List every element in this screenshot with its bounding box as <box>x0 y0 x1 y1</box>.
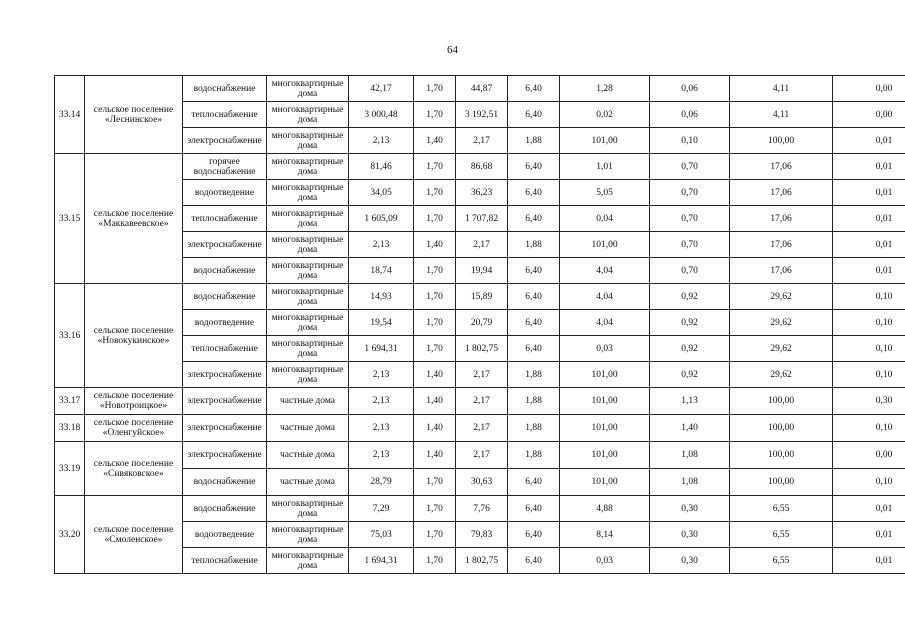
service-type-line: водоснабжение <box>193 291 256 302</box>
value-v8: 0,01 <box>833 548 905 574</box>
housing-category-line: многоквартирные <box>271 338 344 349</box>
value-v3: 2,17 <box>456 232 508 258</box>
value-v1: 7,29 <box>349 496 414 522</box>
value-v3: 44,87 <box>456 76 508 102</box>
service-type-line: теплоснабжение <box>191 343 258 354</box>
housing-category-line: дома <box>297 192 318 203</box>
value-v3: 3 192,51 <box>456 102 508 128</box>
housing-category-line: многоквартирные <box>271 208 344 219</box>
value-v1: 1 605,09 <box>349 206 414 232</box>
service-type <box>183 548 267 574</box>
value-v7: 29,62 <box>730 362 833 388</box>
value-v7: 4,11 <box>730 102 833 128</box>
value-v6: 0,70 <box>650 154 730 180</box>
value-v1: 2,13 <box>349 388 414 415</box>
value-v5: 0,03 <box>560 548 650 574</box>
settlement-name-line: «Сивяковское» <box>103 468 164 479</box>
table-row <box>55 154 905 180</box>
housing-category <box>267 232 349 258</box>
service-type <box>183 128 267 154</box>
service-type-line: электроснабжение <box>187 396 262 406</box>
settlement-name-line: «Оленгуйское» <box>102 428 165 438</box>
housing-category-line: многоквартирные <box>271 156 344 167</box>
value-v4: 6,40 <box>508 102 560 128</box>
value-v7: 6,55 <box>730 496 833 522</box>
service-type <box>183 232 267 258</box>
table-row <box>55 128 905 154</box>
value-v1: 14,93 <box>349 284 414 310</box>
settlement-name-line: сельское поселение <box>93 208 174 219</box>
housing-category-line: дома <box>297 348 318 359</box>
value-v5: 4,88 <box>560 496 650 522</box>
value-v2: 1,70 <box>414 206 456 232</box>
value-v5: 1,01 <box>560 154 650 180</box>
housing-category-line: дома <box>297 534 318 545</box>
service-type <box>183 154 267 180</box>
housing-category-line: дома <box>297 374 318 385</box>
service-type-line: водоотведение <box>194 317 255 328</box>
value-v2: 1,70 <box>414 522 456 548</box>
value-v3: 36,23 <box>456 180 508 206</box>
value-v4: 6,40 <box>508 469 560 496</box>
value-v7: 29,62 <box>730 310 833 336</box>
value-v4: 1,88 <box>508 232 560 258</box>
value-v8: 0,00 <box>833 102 905 128</box>
housing-category-line: дома <box>297 114 318 125</box>
value-v7: 17,06 <box>730 206 833 232</box>
service-type <box>183 469 267 496</box>
value-v8: 0,30 <box>833 388 905 415</box>
housing-category <box>267 496 349 522</box>
service-type-line: электроснабжение <box>187 369 262 380</box>
value-v1: 34,05 <box>349 180 414 206</box>
value-v3: 1 707,82 <box>456 206 508 232</box>
value-v5: 101,00 <box>560 415 650 442</box>
housing-category <box>267 258 349 284</box>
value-v2: 1,70 <box>414 310 456 336</box>
service-type <box>183 336 267 362</box>
value-v6: 0,30 <box>650 548 730 574</box>
value-v7: 17,06 <box>730 180 833 206</box>
service-type <box>183 442 267 469</box>
housing-category <box>267 548 349 574</box>
value-v8: 0,10 <box>833 336 905 362</box>
value-v2: 1,40 <box>414 442 456 469</box>
table-row <box>55 388 905 415</box>
value-v2: 1,70 <box>414 284 456 310</box>
row-code: 33.16 <box>55 284 85 388</box>
table-row <box>55 180 905 206</box>
value-v4: 6,40 <box>508 154 560 180</box>
housing-category <box>267 469 349 496</box>
value-v4: 6,40 <box>508 180 560 206</box>
value-v5: 5,05 <box>560 180 650 206</box>
value-v8: 0,01 <box>833 128 905 154</box>
value-v7: 29,62 <box>730 336 833 362</box>
value-v5: 101,00 <box>560 442 650 469</box>
value-v7: 100,00 <box>730 415 833 442</box>
settlement-name-line: «Маккавеевское» <box>98 218 169 229</box>
housing-category <box>267 415 349 442</box>
value-v7: 6,55 <box>730 548 833 574</box>
housing-category-line: частные дома <box>280 450 335 460</box>
service-type-line: теплоснабжение <box>191 213 258 224</box>
value-v5: 0,02 <box>560 102 650 128</box>
service-type-line: водоснабжение <box>193 503 256 514</box>
value-v1: 2,13 <box>349 232 414 258</box>
value-v5: 101,00 <box>560 469 650 496</box>
value-v8: 0,10 <box>833 415 905 442</box>
service-type <box>183 388 267 415</box>
housing-category-line: дома <box>297 166 318 177</box>
settlement-name-line: сельское поселение <box>93 325 174 336</box>
service-type <box>183 102 267 128</box>
service-type-line: электроснабжение <box>187 450 262 460</box>
table-row <box>55 496 905 522</box>
value-v8: 0,00 <box>833 442 905 469</box>
value-v8: 0,01 <box>833 496 905 522</box>
value-v1: 2,13 <box>349 415 414 442</box>
service-type-line: теплоснабжение <box>191 555 258 566</box>
value-v3: 20,79 <box>456 310 508 336</box>
service-type <box>183 258 267 284</box>
row-code: 33.20 <box>55 496 85 574</box>
service-type <box>183 284 267 310</box>
value-v2: 1,40 <box>414 388 456 415</box>
housing-category <box>267 76 349 102</box>
table-row <box>55 76 905 102</box>
value-v8: 0,01 <box>833 206 905 232</box>
service-type <box>183 496 267 522</box>
table-row <box>55 206 905 232</box>
table-row <box>55 102 905 128</box>
settlement-name-line: «Смоленское» <box>104 534 163 545</box>
housing-category <box>267 284 349 310</box>
value-v4: 6,40 <box>508 496 560 522</box>
settlement-name-line: сельское поселение <box>93 524 174 535</box>
housing-category-line: многоквартирные <box>271 182 344 193</box>
value-v7: 6,55 <box>730 522 833 548</box>
value-v6: 1,40 <box>650 415 730 442</box>
value-v1: 75,03 <box>349 522 414 548</box>
value-v1: 2,13 <box>349 362 414 388</box>
settlement-name <box>85 388 183 415</box>
housing-category-line: дома <box>297 270 318 281</box>
service-type-line: водоотведение <box>194 187 255 198</box>
service-type <box>183 310 267 336</box>
value-v4: 6,40 <box>508 336 560 362</box>
value-v8: 0,10 <box>833 469 905 496</box>
value-v4: 6,40 <box>508 258 560 284</box>
service-type-line: электроснабжение <box>187 135 262 146</box>
table-row <box>55 362 905 388</box>
housing-category <box>267 522 349 548</box>
value-v2: 1,70 <box>414 496 456 522</box>
service-type-line: водоснабжение <box>193 477 256 487</box>
housing-category-line: дома <box>297 508 318 519</box>
housing-category-line: дома <box>297 296 318 307</box>
settlement-name-line: сельское поселение <box>93 458 174 469</box>
housing-category-line: частные дома <box>280 396 335 406</box>
tariff-table <box>54 75 905 574</box>
housing-category <box>267 180 349 206</box>
value-v6: 0,92 <box>650 310 730 336</box>
value-v7: 100,00 <box>730 442 833 469</box>
value-v6: 0,06 <box>650 76 730 102</box>
value-v6: 1,08 <box>650 442 730 469</box>
housing-category-line: многоквартирные <box>271 234 344 245</box>
table-row <box>55 258 905 284</box>
value-v6: 0,70 <box>650 258 730 284</box>
tariff-table-body <box>55 76 905 574</box>
service-type <box>183 180 267 206</box>
value-v8: 0,01 <box>833 232 905 258</box>
service-type-line: электроснабжение <box>187 239 262 250</box>
row-code: 33.14 <box>55 76 85 154</box>
housing-category <box>267 128 349 154</box>
value-v4: 6,40 <box>508 284 560 310</box>
value-v6: 0,92 <box>650 284 730 310</box>
row-code: 33.17 <box>55 388 85 415</box>
value-v4: 1,88 <box>508 362 560 388</box>
value-v1: 1 694,31 <box>349 336 414 362</box>
housing-category-line: многоквартирные <box>271 130 344 141</box>
value-v5: 1,28 <box>560 76 650 102</box>
value-v2: 1,70 <box>414 102 456 128</box>
table-row <box>55 284 905 310</box>
settlement-name <box>85 442 183 496</box>
value-v1: 19,54 <box>349 310 414 336</box>
housing-category-line: дома <box>297 322 318 333</box>
value-v4: 6,40 <box>508 310 560 336</box>
service-type-line: теплоснабжение <box>191 109 258 120</box>
value-v2: 1,40 <box>414 232 456 258</box>
value-v3: 2,17 <box>456 442 508 469</box>
value-v8: 0,00 <box>833 76 905 102</box>
value-v2: 1,70 <box>414 258 456 284</box>
value-v3: 2,17 <box>456 128 508 154</box>
value-v5: 4,04 <box>560 310 650 336</box>
service-type-line: водоснабжение <box>193 166 256 177</box>
row-code: 33.19 <box>55 442 85 496</box>
service-type-line: водоотведение <box>194 529 255 540</box>
value-v1: 42,17 <box>349 76 414 102</box>
value-v6: 0,92 <box>650 362 730 388</box>
table-row <box>55 442 905 469</box>
value-v7: 100,00 <box>730 469 833 496</box>
value-v8: 0,01 <box>833 154 905 180</box>
value-v6: 0,92 <box>650 336 730 362</box>
row-code: 33.18 <box>55 415 85 442</box>
housing-category-line: многоквартирные <box>271 104 344 115</box>
value-v7: 17,06 <box>730 258 833 284</box>
value-v1: 28,79 <box>349 469 414 496</box>
value-v6: 1,08 <box>650 469 730 496</box>
settlement-name-line: сельское поселение <box>93 418 174 428</box>
table-row <box>55 336 905 362</box>
value-v6: 0,30 <box>650 496 730 522</box>
settlement-name <box>85 76 183 154</box>
value-v4: 6,40 <box>508 76 560 102</box>
housing-category <box>267 102 349 128</box>
value-v6: 0,10 <box>650 128 730 154</box>
service-type <box>183 206 267 232</box>
value-v7: 29,62 <box>730 284 833 310</box>
service-type <box>183 76 267 102</box>
housing-category-line: многоквартирные <box>271 524 344 535</box>
settlement-name <box>85 496 183 574</box>
value-v7: 100,00 <box>730 388 833 415</box>
housing-category <box>267 206 349 232</box>
value-v3: 1 802,75 <box>456 548 508 574</box>
housing-category-line: частные дома <box>280 477 335 487</box>
service-type <box>183 522 267 548</box>
value-v2: 1,70 <box>414 548 456 574</box>
housing-category-line: многоквартирные <box>271 312 344 323</box>
value-v8: 0,01 <box>833 258 905 284</box>
value-v5: 4,04 <box>560 258 650 284</box>
housing-category <box>267 154 349 180</box>
housing-category-line: многоквартирные <box>271 286 344 297</box>
housing-category-line: дома <box>297 560 318 571</box>
housing-category-line: многоквартирные <box>271 260 344 271</box>
value-v4: 6,40 <box>508 206 560 232</box>
value-v5: 0,04 <box>560 206 650 232</box>
settlement-name-line: сельское поселение <box>93 104 174 115</box>
value-v6: 0,06 <box>650 102 730 128</box>
housing-category <box>267 362 349 388</box>
value-v5: 8,14 <box>560 522 650 548</box>
housing-category <box>267 388 349 415</box>
settlement-name-line: «Леснинское» <box>104 114 163 125</box>
service-type-line: горячее <box>209 156 240 167</box>
value-v4: 1,88 <box>508 128 560 154</box>
value-v5: 4,04 <box>560 284 650 310</box>
value-v3: 2,17 <box>456 415 508 442</box>
settlement-name-line: «Новотроицкое» <box>99 401 168 411</box>
value-v5: 101,00 <box>560 128 650 154</box>
value-v5: 101,00 <box>560 362 650 388</box>
table-row <box>55 548 905 574</box>
value-v6: 0,70 <box>650 180 730 206</box>
settlement-name-line: «Новокукинское» <box>97 335 170 346</box>
value-v2: 1,40 <box>414 415 456 442</box>
value-v3: 79,83 <box>456 522 508 548</box>
value-v8: 0,01 <box>833 180 905 206</box>
value-v1: 3 000,48 <box>349 102 414 128</box>
value-v7: 4,11 <box>730 76 833 102</box>
service-type-line: электроснабжение <box>187 423 262 433</box>
value-v2: 1,40 <box>414 128 456 154</box>
table-row <box>55 522 905 548</box>
value-v7: 100,00 <box>730 128 833 154</box>
page-number: 64 <box>447 44 458 56</box>
housing-category <box>267 310 349 336</box>
value-v7: 17,06 <box>730 154 833 180</box>
table-row <box>55 469 905 496</box>
table-row <box>55 232 905 258</box>
settlement-name <box>85 284 183 388</box>
value-v3: 7,76 <box>456 496 508 522</box>
value-v1: 1 694,31 <box>349 548 414 574</box>
value-v4: 1,88 <box>508 388 560 415</box>
value-v5: 0,03 <box>560 336 650 362</box>
value-v3: 2,17 <box>456 362 508 388</box>
housing-category <box>267 336 349 362</box>
housing-category-line: многоквартирные <box>271 498 344 509</box>
housing-category-line: дома <box>297 218 318 229</box>
value-v7: 17,06 <box>730 232 833 258</box>
value-v4: 1,88 <box>508 442 560 469</box>
value-v3: 2,17 <box>456 388 508 415</box>
table-row <box>55 310 905 336</box>
housing-category-line: многоквартирные <box>271 364 344 375</box>
value-v8: 0,01 <box>833 522 905 548</box>
value-v2: 1,70 <box>414 336 456 362</box>
value-v2: 1,70 <box>414 180 456 206</box>
value-v1: 81,46 <box>349 154 414 180</box>
housing-category-line: дома <box>297 140 318 151</box>
value-v3: 86,68 <box>456 154 508 180</box>
housing-category <box>267 442 349 469</box>
service-type-line: водоснабжение <box>193 265 256 276</box>
settlement-name <box>85 154 183 284</box>
value-v8: 0,10 <box>833 362 905 388</box>
value-v2: 1,70 <box>414 76 456 102</box>
housing-category-line: частные дома <box>280 423 335 433</box>
value-v8: 0,10 <box>833 310 905 336</box>
value-v3: 19,94 <box>456 258 508 284</box>
housing-category-line: дома <box>297 244 318 255</box>
value-v8: 0,10 <box>833 284 905 310</box>
value-v3: 1 802,75 <box>456 336 508 362</box>
value-v2: 1,40 <box>414 362 456 388</box>
settlement-name-line: сельское поселение <box>93 391 174 401</box>
service-type-line: водоснабжение <box>193 83 256 94</box>
value-v1: 18,74 <box>349 258 414 284</box>
value-v6: 0,30 <box>650 522 730 548</box>
value-v1: 2,13 <box>349 442 414 469</box>
value-v5: 101,00 <box>560 232 650 258</box>
value-v6: 1,13 <box>650 388 730 415</box>
value-v4: 6,40 <box>508 548 560 574</box>
settlement-name <box>85 415 183 442</box>
table-row <box>55 415 905 442</box>
value-v6: 0,70 <box>650 206 730 232</box>
service-type <box>183 362 267 388</box>
value-v3: 15,89 <box>456 284 508 310</box>
housing-category-line: многоквартирные <box>271 78 344 89</box>
value-v4: 1,88 <box>508 415 560 442</box>
value-v2: 1,70 <box>414 154 456 180</box>
row-code: 33.15 <box>55 154 85 284</box>
value-v4: 6,40 <box>508 522 560 548</box>
value-v1: 2,13 <box>349 128 414 154</box>
housing-category-line: многоквартирные <box>271 550 344 561</box>
value-v5: 101,00 <box>560 388 650 415</box>
value-v3: 30,63 <box>456 469 508 496</box>
housing-category-line: дома <box>297 88 318 99</box>
value-v2: 1,70 <box>414 469 456 496</box>
value-v6: 0,70 <box>650 232 730 258</box>
service-type <box>183 415 267 442</box>
